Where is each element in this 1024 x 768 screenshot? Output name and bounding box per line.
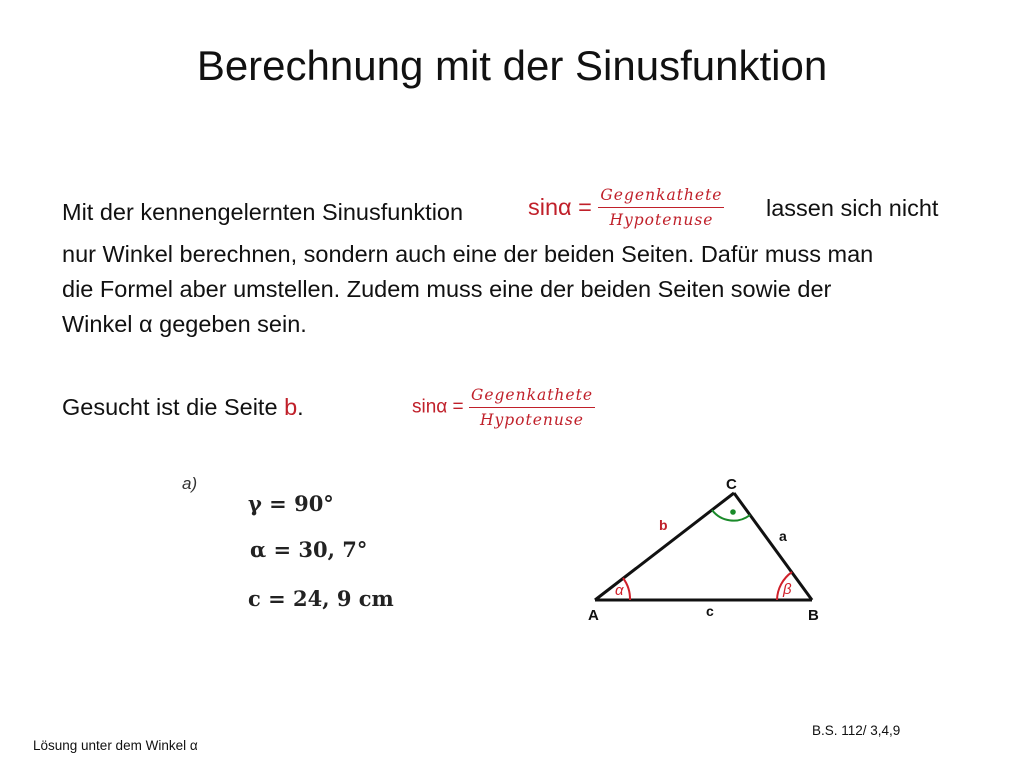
formula-numerator: Gegenkathete bbox=[598, 185, 724, 208]
formula-fraction bbox=[598, 185, 724, 230]
intro-text-after-formula: lassen sich nicht bbox=[766, 195, 939, 221]
intro-line-3: die Formel aber umstellen. Zudem muss eine der beiden Seiten sowie der bbox=[62, 276, 832, 302]
given-alpha: α = 30, 7° bbox=[250, 537, 368, 562]
formula-lhs: sinα = bbox=[528, 194, 592, 220]
side-b-label: b bbox=[659, 517, 668, 533]
intro-line-2: nur Winkel berechnen, sondern auch eine der beiden Seiten. Dafür muss man bbox=[62, 241, 874, 267]
vertex-c-label: C bbox=[726, 476, 737, 493]
wanted-period: . bbox=[297, 394, 304, 420]
slide-title: Berechnung mit der Sinusfunktion bbox=[196, 42, 828, 89]
sine-formula-secondary bbox=[412, 385, 595, 430]
side-c-label: c bbox=[706, 603, 714, 619]
alpha-label: α bbox=[615, 582, 624, 599]
beta-label: β bbox=[783, 581, 792, 598]
formula2-fraction bbox=[469, 385, 595, 430]
formula2-lhs: sinα = bbox=[412, 396, 464, 418]
intro-line-4: Winkel α gegeben sein. bbox=[62, 311, 307, 337]
wanted-text: Gesucht ist die Seite bbox=[62, 394, 278, 420]
footer-reference: B.S. 112/ 3,4,9 bbox=[812, 723, 901, 738]
given-side-c: c = 24, 9 cm bbox=[248, 586, 394, 611]
alpha-angle-arc bbox=[623, 578, 630, 600]
wanted-side: b bbox=[284, 394, 298, 420]
formula-denominator: Hypotenuse bbox=[609, 211, 714, 229]
vertex-b-label: B bbox=[808, 607, 819, 624]
triangle-side-a bbox=[734, 493, 812, 600]
right-angle-dot bbox=[730, 509, 736, 515]
formula2-denominator: Hypotenuse bbox=[479, 411, 584, 429]
given-gamma: γ = 90° bbox=[248, 491, 334, 516]
exercise-label: a) bbox=[182, 474, 198, 493]
intro-text-before-formula: Mit der kennengelernten Sinusfunktion bbox=[62, 199, 464, 225]
triangle-diagram bbox=[580, 470, 840, 630]
sine-formula-inline bbox=[528, 185, 724, 230]
vertex-a-label: A bbox=[588, 607, 599, 624]
side-a-label: a bbox=[779, 528, 787, 544]
footer-note: Lösung unter dem Winkel α bbox=[33, 738, 198, 753]
formula2-numerator: Gegenkathete bbox=[469, 385, 595, 408]
